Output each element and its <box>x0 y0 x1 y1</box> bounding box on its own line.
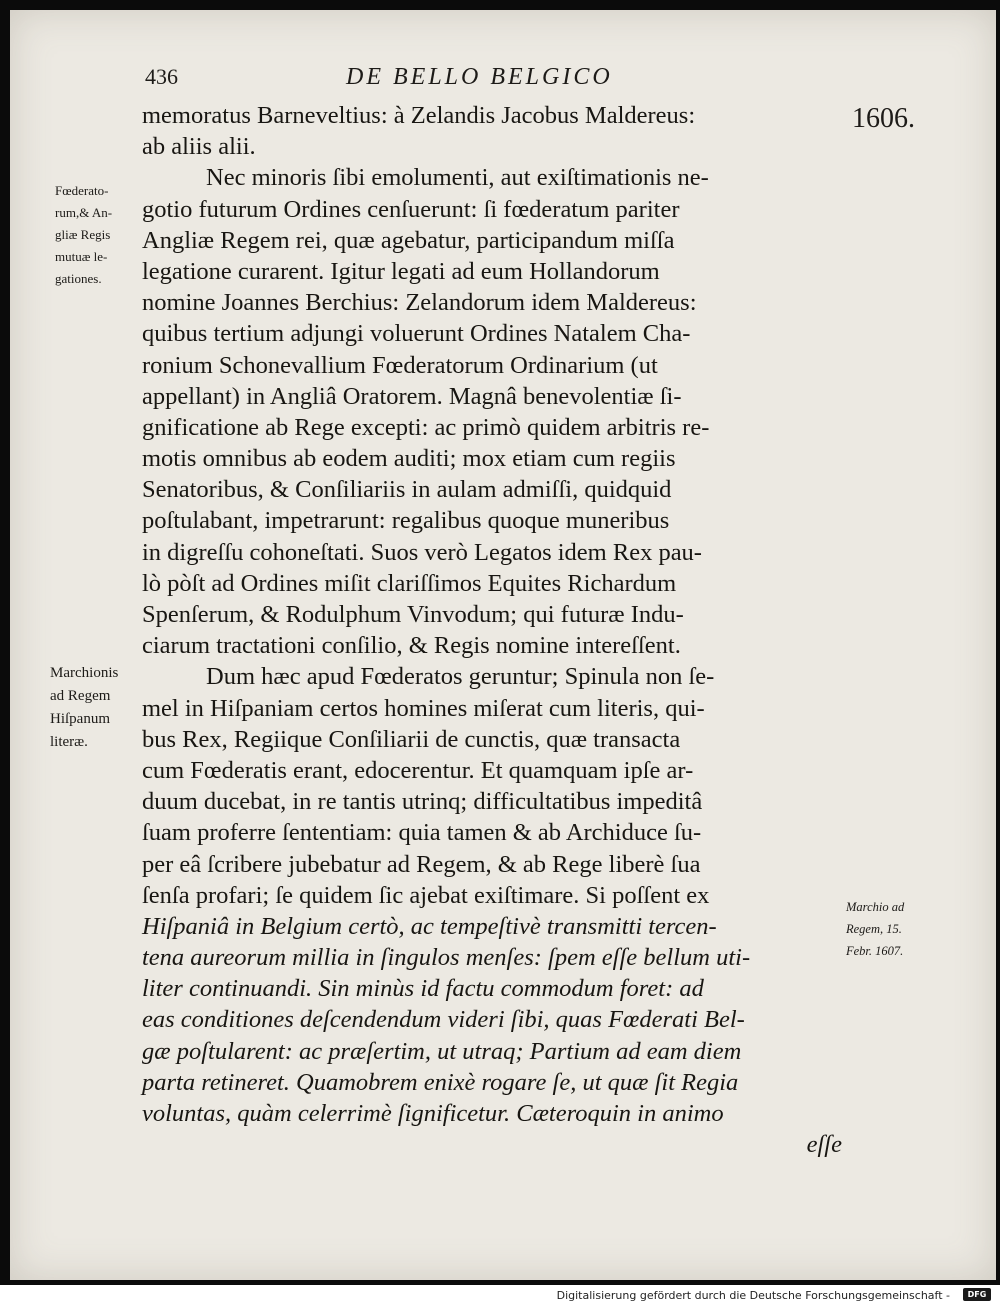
margin-note-line: mutuæ le- <box>55 249 108 264</box>
text-line: Spenſerum, & Rodulphum Vinvodum; qui futuræ Indu- <box>142 601 684 628</box>
margin-note-line: Fœderato- <box>55 183 109 198</box>
margin-note-line: Marchio ad <box>846 900 905 914</box>
text-line: parta retineret. Quamobrem enixè rogare ſe, ut quæ ſit Regia <box>142 1068 739 1096</box>
text-line: gæ poſtularent: ac præſertim, ut utraq; Partium ad eam diem <box>142 1037 742 1065</box>
text-line: bus Rex, Regiique Conſiliarii de cunctis, quæ transacta <box>142 725 681 753</box>
text-line: lò pòſt ad Ordines miſit clariſſimos Equites Richardum <box>142 569 677 597</box>
margin-note-line: Marchionis <box>50 665 119 681</box>
margin-note-line: Febr. 1607. <box>846 944 904 958</box>
text-line: Angliæ Regem rei, quæ agebatur, participandum miſſa <box>142 226 675 254</box>
text-line: Senatoribus, & Conſiliariis in aulam admiſſi, quidquid <box>142 476 672 504</box>
text-line: duum ducebat, in re tantis utrinq; difficultatibus impeditâ <box>142 788 703 816</box>
text-line: voluntas, quàm celerrimè ſignificetur. Cæteroquin in animo <box>142 1100 724 1127</box>
text-line: appellant) in Angliâ Oratorem. Magnâ benevolentiæ ſi- <box>142 382 682 410</box>
text-line: cum Fœderatis erant, edocerentur. Et quamquam ipſe ar- <box>142 756 694 784</box>
margin-note-marchio-date <box>846 896 904 962</box>
text-line: quibus tertium adjungi voluerunt Ordines Natalem Cha- <box>142 320 691 348</box>
year-marker: 1606. <box>852 103 915 134</box>
text-line: tena aureorum millia in ſingulos menſes: ſpem eſſe bellum uti- <box>142 944 751 972</box>
text-line: liter continuandi. Sin minùs id factu commodum foret: ad <box>142 975 704 1003</box>
text-line: poſtulabant, impetrarunt: regalibus quoque muneribus <box>142 507 670 535</box>
page-number: 436 <box>145 64 178 89</box>
margin-note-line: gliæ Regis <box>55 227 111 242</box>
text-line: eſſe <box>806 1131 842 1159</box>
text-line: Nec minoris ſibi emolumenti, aut exiſtimationis ne- <box>206 164 709 192</box>
margin-note-line: rum,& An- <box>55 205 113 220</box>
dfg-logo: DFG <box>963 1288 991 1301</box>
running-head: DE BELLO BELGICO <box>346 64 613 90</box>
text-line: motis omnibus ab eodem auditi; mox etiam cum regiis <box>142 445 676 473</box>
margin-note-line: Regem, 15. <box>846 922 902 936</box>
margin-note-line: literæ. <box>50 734 88 750</box>
text-line: ſuam proferre ſententiam: quia tamen & ab Archiduce ſu- <box>142 819 702 847</box>
text-line: ſenſa profari; ſe quidem ſic ajebat exiſtimare. Si poſſent ex <box>142 881 710 909</box>
text-line: ab aliis alii. <box>142 133 256 161</box>
margin-note-line: Hiſpanum <box>50 711 110 727</box>
main-text-block <box>142 100 842 1160</box>
text-line: gnificatione ab Rege excepti: ac primò quidem arbitris re- <box>142 413 710 441</box>
text-line: ciarum tractationi conſilio, & Regis nomine intereſſent. <box>142 632 681 660</box>
margin-note-line: ad Regem <box>50 688 111 704</box>
text-line: per eâ ſcribere jubebatur ad Regem, & ab Rege liberè ſua <box>142 850 701 878</box>
text-line: nomine Joannes Berchius: Zelandorum idem Maldereus: <box>142 289 697 317</box>
digitization-credit: Digitalisierung gefördert durch die Deutsche Forschungsgemeinschaft - <box>556 1289 950 1302</box>
text-line: legatione curarent. Igitur legati ad eum Hollandorum <box>142 257 660 285</box>
margin-note-line: gationes. <box>55 271 102 286</box>
text-line: Hiſpaniâ in Belgium certò, ac tempeſtivè transmitti tercen- <box>142 912 717 940</box>
text-line: in digreſſu cohoneſtati. Suos verò Legatos idem Rex pau- <box>142 538 702 566</box>
text-line: ronium Schonevallium Fœderatorum Ordinarium (ut <box>142 351 658 379</box>
text-line: eas conditiones deſcendendum videri ſibi, quas Fœderati Bel- <box>142 1006 745 1034</box>
text-line: memoratus Barneveltius: à Zelandis Jacobus Maldereus: <box>142 102 696 129</box>
text-line: Dum hæc apud Fœderatos geruntur; Spinula non ſe- <box>206 663 715 691</box>
text-line: mel in Hiſpaniam certos homines miſerat cum literis, qui- <box>142 694 705 722</box>
text-line: gotio futurum Ordines cenſuerunt: ſi fœderatum pariter <box>142 195 680 223</box>
margin-note-marchionis-literae <box>50 662 118 754</box>
margin-note-federati-anglia <box>55 180 112 290</box>
